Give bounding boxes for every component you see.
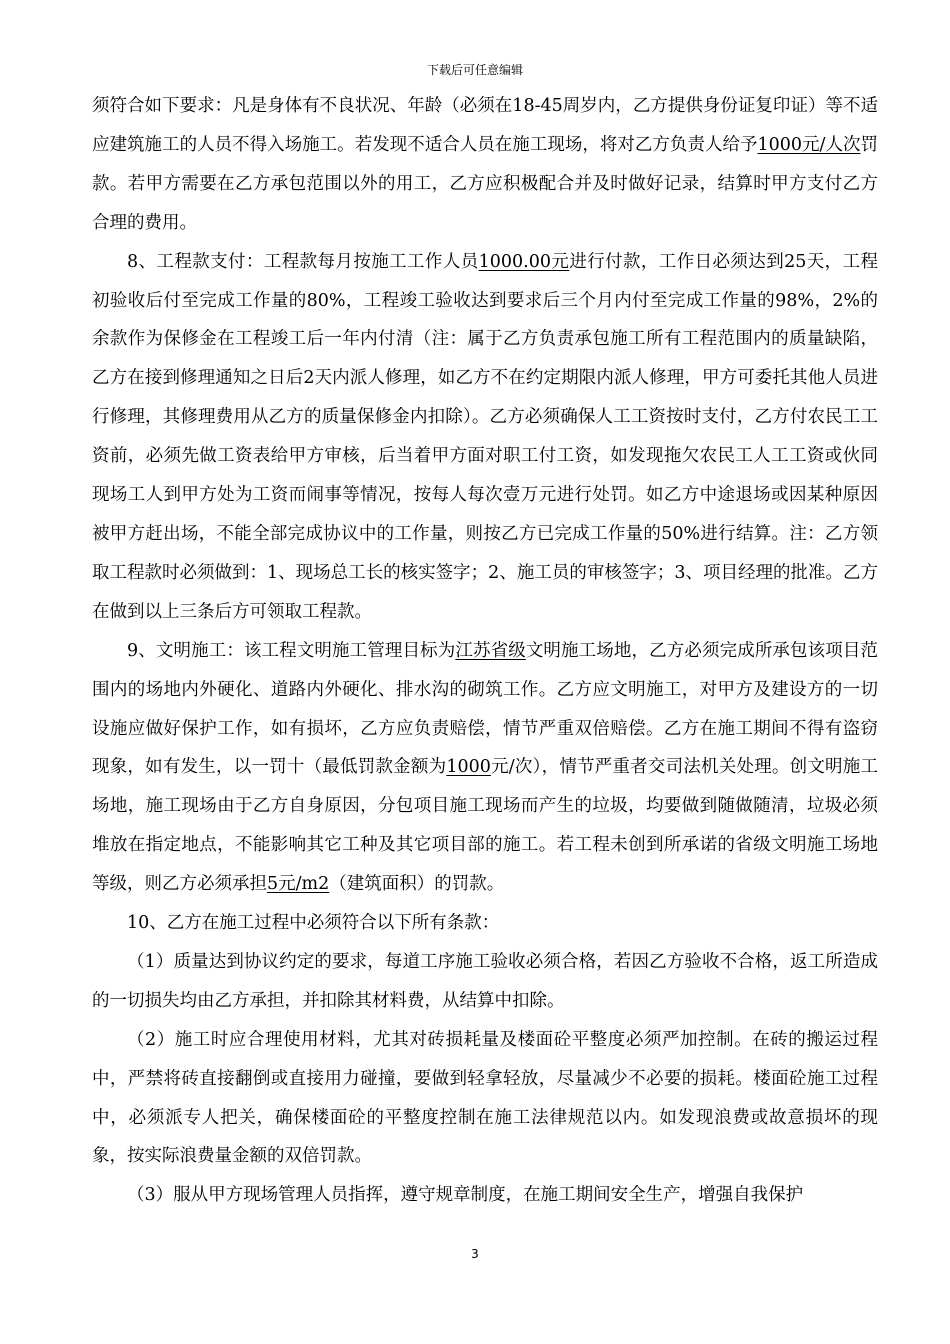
underlined-value: 江苏省级 xyxy=(455,640,526,661)
paragraph xyxy=(92,1021,878,1177)
document-body xyxy=(92,87,878,1215)
text-run: 文明施工场地，乙方必须完成所承包该项目范围内的场地内外硬化、道路内外硬化、排水沟的砌筑工作。乙方应文明施工，对甲方及建设方的一切设施应做好保护工作，如有损坏，乙方应负责赔偿，情节严重双倍赔偿。乙方在施工期间不得有盗窃现象，如有发生，以一罚十（最低罚款金额为 xyxy=(92,640,879,778)
text-run: 须符合如下要求：凡是身体有不良状况、年龄（必须在18-45周岁内，乙方提供身份证复印证）等不适应建筑施工的人员不得入场施工。若发现不适合人员在施工现场，将对乙方负责人给予 xyxy=(92,96,878,155)
text-run: 10、乙方在施工过程中必须符合以下所有条款： xyxy=(127,913,500,934)
paragraph xyxy=(92,632,878,904)
text-run: 9、文明施工：该工程文明施工管理目标为 xyxy=(127,640,456,661)
text-run: （3）服从甲方现场管理人员指挥，遵守规章制度，在施工期间安全生产，增强自我保护 xyxy=(127,1185,804,1206)
paragraph xyxy=(92,904,878,943)
underlined-value: 5元/m2 xyxy=(267,874,330,895)
paragraph xyxy=(92,243,878,632)
text-run: 8、工程款支付：工程款每月按施工工作人员 xyxy=(127,251,479,272)
page-number: 3 xyxy=(471,1247,479,1261)
paragraph xyxy=(92,87,878,243)
underlined-value: 1000元/人次 xyxy=(757,134,861,155)
text-run: 元/次），情节严重者交司法机关处理。创文明施工场地，施工现场由于乙方自身原因，分包项目施工现场而产生的垃圾，均要做到随做随清，垃圾必须堆放在指定地点，不能影响其它工种及其它项目部的施工。若工程未创到所承诺的省级文明施工场地等级，则乙方必须承担 xyxy=(92,757,878,895)
text-run: 罚款。若甲方需要在乙方承包范围以外的用工，乙方应积极配合并及时做好记录，结算时甲方支付乙方合理的费用。 xyxy=(92,134,878,233)
page-header: 下载后可任意编辑 xyxy=(426,63,523,77)
underlined-value: 1000 xyxy=(446,757,491,778)
text-run: （建筑面积）的罚款。 xyxy=(329,874,505,895)
paragraph xyxy=(92,1176,878,1215)
text-run: 进行付款，工作日必须达到25天，工程初验收后付至完成工作量的80%，工程竣工验收达到要求后三个月内付至完成工作量的98%，2%的余款作为保修金在工程竣工后一年内付清（注：属于乙方负责承包施工所有工程范围内的质量缺陷，乙方在接到修理通知之日后2天内派人修理，如乙方不在约定期限内派人修理，甲方可委托其他人员进行修理，其修理费用从乙方的质量保修金内扣除）。乙方必须确保人工工资按时支付，乙方付农民工工资前，必须先做工资表给甲方审核，后当着甲方面对职工付工资，如发现拖欠农民工人工工资或伙同现场工人到甲方处为工资而闹事等情况，按每人每次壹万元进行处罚。如乙方中途退场或因某种原因被甲方赶出场，不能全部完成协议中的工作量，则按乙方已完成工作量的50%进行结算。注：乙方领取工程款时必须做到：1、现场总工长的核实签字；2、施工员的审核签字；3、项目经理的批准。乙方在做到以上三条后方可领取工程款。 xyxy=(92,251,878,622)
text-run: （1）质量达到协议约定的要求，每道工序施工验收必须合格，若因乙方验收不合格，返工所造成的一切损失均由乙方承担，并扣除其材料费，从结算中扣除。 xyxy=(92,951,878,1011)
underlined-value: 1000.00元 xyxy=(478,251,570,272)
text-run: （2）施工时应合理使用材料，尤其对砖损耗量及楼面砼平整度必须严加控制。在砖的搬运过程中，严禁将砖直接翻倒或直接用力碰撞，要做到轻拿轻放，尽量减少不必要的损耗。楼面砼施工过程中，必须派专人把关，确保楼面砼的平整度控制在施工法律规范以内。如发现浪费或故意损坏的现象，按实际浪费量金额的双倍罚款。 xyxy=(92,1029,878,1167)
paragraph xyxy=(92,943,878,1021)
